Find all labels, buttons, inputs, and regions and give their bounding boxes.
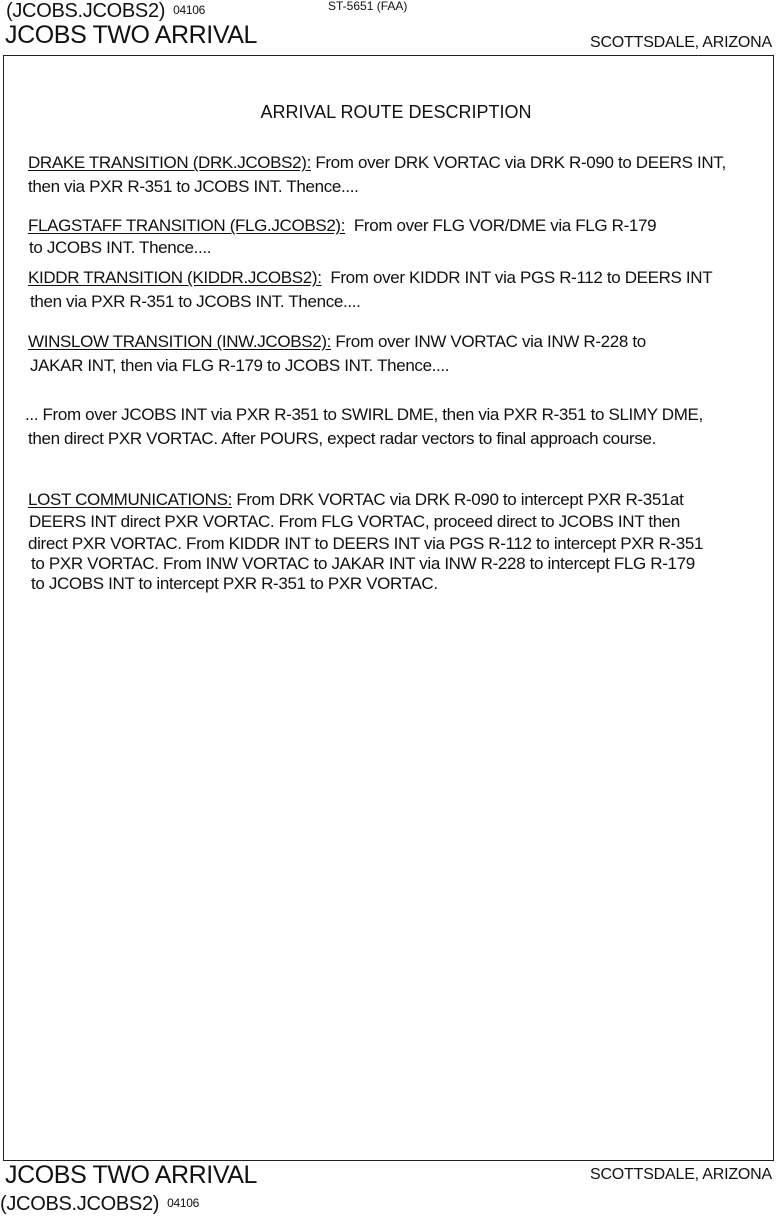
transition-winslow xyxy=(28,330,646,378)
transition-label: FLAGSTAFF TRANSITION (FLG.JCOBS2): xyxy=(28,216,346,235)
transition-drake xyxy=(28,151,726,199)
transition-kiddr xyxy=(28,266,712,314)
footer-amendment-number: 04106 xyxy=(167,1196,200,1210)
transition-text: then via PXR R-351 to JCOBS INT. Thence.... xyxy=(30,292,361,311)
procedure-code-header xyxy=(6,0,205,23)
lost-comms-text: to JCOBS INT to intercept PXR R-351 to PXR VORTAC. xyxy=(31,574,438,593)
route-text: ... From over JCOBS INT via PXR R-351 to SWIRL DME, then via PXR R-351 to SLIMY DME, xyxy=(25,405,703,424)
amendment-number: 04106 xyxy=(173,3,206,17)
footer-procedure-code: (JCOBS.JCOBS2) xyxy=(0,1193,160,1215)
transition-text: From over DRK VORTAC via DRK R-090 to DEERS INT, xyxy=(315,153,726,172)
common-route xyxy=(25,403,703,451)
transition-text: to JCOBS INT. Thence.... xyxy=(29,238,212,257)
transition-flagstaff xyxy=(28,214,656,260)
procedure-code: (JCOBS.JCOBS2) xyxy=(6,0,166,22)
procedure-code-footer xyxy=(0,1193,199,1216)
transition-text: From over KIDDR INT via PGS R-112 to DEERS INT xyxy=(330,268,713,287)
transition-label: KIDDR TRANSITION (KIDDR.JCOBS2): xyxy=(28,268,322,287)
form-id: ST-5651 (FAA) xyxy=(328,0,408,13)
transition-label: DRAKE TRANSITION (DRK.JCOBS2): xyxy=(28,153,311,172)
transition-text: then via PXR R-351 to JCOBS INT. Thence.... xyxy=(28,177,359,196)
section-heading: ARRIVAL ROUTE DESCRIPTION xyxy=(260,102,532,122)
lost-comms-text: DEERS INT direct PXR VORTAC. From FLG VORTAC, proceed direct to JCOBS INT then xyxy=(29,512,681,531)
lost-communications xyxy=(28,489,703,595)
chart-title: JCOBS TWO ARRIVAL xyxy=(5,21,258,49)
transition-text: From over INW VORTAC via INW R-228 to xyxy=(335,332,646,351)
route-text: then direct PXR VORTAC. After POURS, expect radar vectors to final approach course. xyxy=(28,429,656,448)
lost-comms-label: LOST COMMUNICATIONS: xyxy=(28,490,232,509)
chart-location: SCOTTSDALE, ARIZONA xyxy=(589,34,772,51)
transition-label: WINSLOW TRANSITION (INW.JCOBS2): xyxy=(28,332,332,351)
transition-text: From over FLG VOR/DME via FLG R-179 xyxy=(353,216,657,235)
lost-comms-text: direct PXR VORTAC. From KIDDR INT to DEERS INT via PGS R-112 to intercept PXR R-351 xyxy=(28,534,704,553)
footer-chart-location: SCOTTSDALE, ARIZONA xyxy=(589,1166,772,1183)
transition-text: JAKAR INT, then via FLG R-179 to JCOBS INT. Thence.... xyxy=(30,356,450,375)
lost-comms-text: to PXR VORTAC. From INW VORTAC to JAKAR INT via INW R-228 to intercept FLG R-179 xyxy=(31,554,695,573)
footer-chart-title: JCOBS TWO ARRIVAL xyxy=(5,1161,258,1189)
lost-comms-text: From DRK VORTAC via DRK R-090 to intercept PXR R-351at xyxy=(236,490,684,509)
